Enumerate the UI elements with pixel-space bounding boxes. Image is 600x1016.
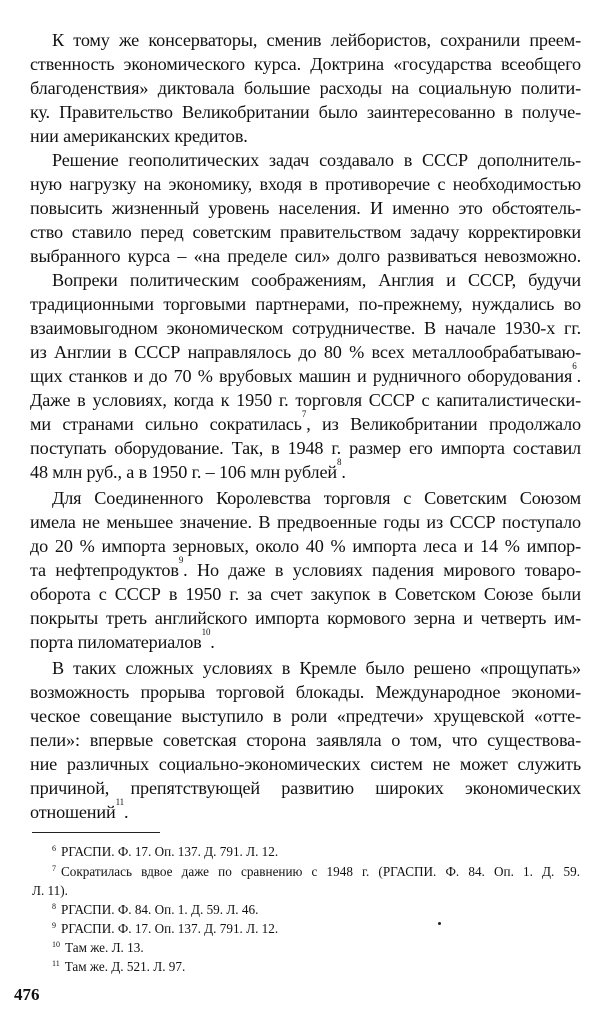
body-line: ку. Правительство Великобритании было заинтересованно в получе-	[30, 102, 581, 122]
body-line: Решение геополитических задач создавало в СССР дополнитель-	[52, 150, 581, 170]
footnote-ref[interactable]: 11	[115, 796, 124, 807]
footnote-ref[interactable]: 8	[336, 456, 342, 467]
body-line: возможность прорыва торговой блокады. Международное экономи-	[30, 682, 581, 702]
footnote: $^7$ Сократилась вдвое даже по сравнению с 1948 г. (РГАСПИ. Ф. 84. Оп. 1. Д. 59.	[52, 864, 580, 879]
body-line: выбранного курса – «на пределе сил» долго развиваться невозможно.	[30, 246, 581, 266]
footnote-ref[interactable]: 6	[572, 360, 577, 371]
body-line: щих станков и до 70 % врубовых машин и рудничного оборудования$^6$.	[30, 360, 581, 386]
footnote-continuation: Л. 11).	[32, 883, 68, 898]
body-line: 48 млн руб., а в 1950 г. – 106 млн рублей$^8$.	[30, 456, 346, 482]
body-line: Даже в условиях, когда к 1950 г. торговля СССР с капиталистически-	[30, 390, 581, 410]
body-line: ние различных социально-экономических систем не может служить	[30, 754, 581, 774]
body-line: из Англии в СССР направлялось до 80 % всех металлообрабатываю-	[30, 342, 581, 362]
body-line: повысить жизненный уровень населения. И именно это обстоятель-	[30, 198, 581, 218]
body-line: благоденствия» диктовала большие расходы на социальную полити-	[30, 78, 581, 98]
body-line: ми странами сильно сократилась$^7$, из Великобритании продолжало	[30, 408, 581, 434]
body-line: взаимовыгодном экономическом сотрудничестве. В начале 1930-х гг.	[30, 318, 581, 338]
footnote: $^6$ РГАСПИ. Ф. 17. Оп. 137. Д. 791. Л. 12.	[52, 844, 279, 859]
body-line: оборота с СССР в 1950 г. за счет закупок в Советском Союзе были	[30, 584, 581, 604]
footnote-ref[interactable]: 9	[178, 554, 184, 565]
body-line: В таких сложных условиях в Кремле было решено «прощупать»	[52, 658, 581, 678]
body-line: отношений$^{11}$.	[30, 796, 129, 822]
footnote-ref[interactable]: 7	[301, 408, 307, 419]
body-line: причиной, препятствующей развитию широких экономических	[30, 778, 581, 798]
body-line: та нефтепродуктов$^9$. Но даже в условиях падения мирового товаро-	[30, 554, 581, 580]
body-line: имела не меньшее значение. В предвоенные годы из СССР поступало	[30, 512, 581, 532]
footnote: $^9$ РГАСПИ. Ф. 17. Оп. 137. Д. 791. Л. 12.	[52, 921, 279, 936]
body-line: ческое совещание выступило в роли «предтечи» хрущевской «отте-	[30, 706, 581, 726]
page-number: 476	[14, 985, 40, 1004]
scan-speck	[438, 922, 441, 925]
body-line: нии американских кредитов.	[30, 126, 248, 146]
footnote-ref[interactable]: 10	[201, 626, 211, 637]
footnote: $^{11}$ Там же. Д. 521. Л. 97.	[52, 959, 186, 974]
footnote: $^{10}$ Там же. Л. 13.	[52, 940, 144, 955]
body-line: поступать оборудование. Так, в 1948 г. размер его импорта составил	[30, 438, 581, 458]
footnote: $^8$ РГАСПИ. Ф. 84. Оп. 1. Д. 59. Л. 46.	[52, 902, 259, 917]
body-line: Вопреки политическим соображениям, Англия и СССР, будучи	[52, 270, 581, 290]
body-line: ственность экономического курса. Доктрина «государства всеобщего	[30, 54, 581, 74]
body-line: Для Соединенного Королевства торговля с Советским Союзом	[52, 488, 581, 508]
body-line: традиционными торговыми партнерами, по-прежнему, нуждались во	[30, 294, 581, 314]
body-line: ство ставило перед советским правительством задачу корректировки	[30, 222, 581, 242]
body-line: пели»: впервые советская сторона заявляла о том, что существова-	[30, 730, 581, 750]
body-line: ную нагрузку на экономику, входя в противоречие с необходимостью	[30, 174, 581, 194]
body-line: К тому же консерваторы, сменив лейбористов, сохранили преем-	[52, 30, 581, 50]
body-line: до 20 % импорта зерновых, около 40 % импорта леса и 14 % импор-	[30, 536, 581, 556]
body-line: покрыты треть английского импорта кормового зерна и четверть им-	[30, 608, 581, 628]
footnote-separator	[32, 832, 160, 833]
body-line: порта пиломатериалов$^{10}$.	[30, 626, 215, 652]
